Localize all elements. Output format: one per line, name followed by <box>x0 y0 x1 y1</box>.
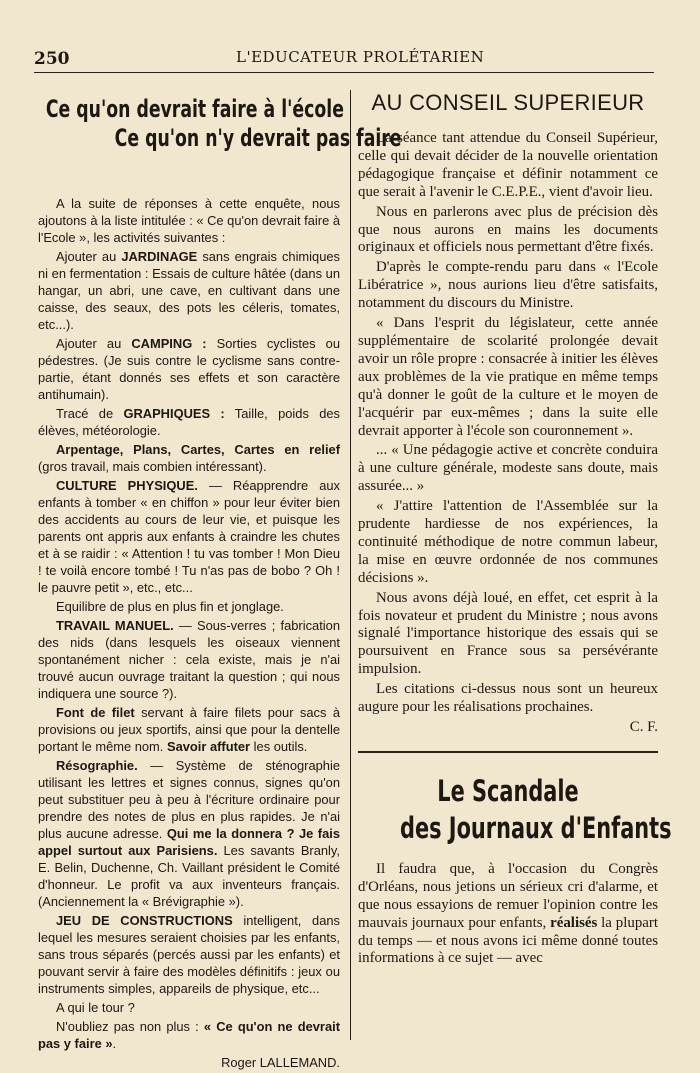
article-separator <box>358 751 658 753</box>
arpentage-keyword: Arpentage, Plans, Cartes, Cartes en relief <box>56 442 340 457</box>
oubliez-keyword: « Ce qu'on ne devrait pas y faire » <box>38 1019 340 1051</box>
conseil-initials-line <box>358 719 658 737</box>
resographie-text-2: Les savants Branly, E. Belin, Duchenne, Ch. Vaillant président le Comité d'honneur. Le profit va aux inventeurs français. (Anciennement la « Brévigraphie »). <box>38 843 340 909</box>
left-title-line2: Ce qu'on n'y devrait pas faire <box>114 124 402 152</box>
left-title-line1: Ce qu'on devrait faire à l'école <box>45 95 344 123</box>
culture-paragraph <box>38 477 340 596</box>
scandale-text-b: la plupart du temps — et nous avons ici même donné toutes informations à ce sujet — avec <box>358 914 658 967</box>
oubliez-paragraph <box>38 1018 340 1052</box>
conseil-paragraph-4: « Dans l'esprit du législateur, cette année supplémentaire de scolarité prolongée devait avoir un rôle propre : consacrée à initier les élèves aux problèmes de la vie pratique en même temps qu'à donner le goût de la culture et le moyen de l'acquérir par eux-mêmes ; dans la suite elle devrait apporter à l'école son couronnement ». <box>358 315 658 439</box>
resographie-keyword: Résographie. <box>56 758 138 773</box>
camping-keyword: CAMPING : <box>131 336 207 351</box>
left-column <box>38 95 402 1073</box>
running-head: L'EDUCATEUR PROLÉTARIEN <box>236 48 485 66</box>
conseil-initials: C. F. <box>629 719 658 735</box>
culture-text: — Réapprendre aux enfants à tomber « en chiffon » pour leur éviter bien des accidents au cours de leur vie, et puisque les parents ont appris aux enfants à craindre les chutes et à se raidir : « Attention ! tu vas tomber ! Mon Dieu ! te voilà encore tombé ! Tu n'as pas de bobo ? Oh ! le pauvre petit », etc., etc... <box>38 478 340 595</box>
camping-prefix: Ajouter au <box>56 336 132 351</box>
travail-keyword: TRAVAIL MANUEL. <box>56 618 174 633</box>
filet-paragraph <box>38 704 340 755</box>
equilibre-paragraph: Equilibre de plus en plus fin et jonglage. <box>56 599 284 614</box>
jardinage-text: sans engrais chimiques ni en fermentation : Essais de culture hâtée (dans un hangar, un abri, une cave, en cultivant dans une caisse, des seaux, des pots les céleris, tomates, etc...). <box>38 249 340 332</box>
graphiques-text: Taille, poids des élèves, météorologie. <box>38 406 340 438</box>
intro-paragraph: A la suite de réponses à cette enquête, nous ajoutons à la liste intitulée : « Ce qu'on devrait faire à l'Ecole », les activités suivantes : <box>38 196 340 245</box>
resographie-text: — Système de sténographie utilisant les lettres et signes connus, signes qu'on peut substituer peu à peu à l'écriture ordinaire pour prendre des notes de plus en plus rapides. Je n'ai plus aucune adresse. <box>38 758 340 841</box>
jeu-paragraph <box>38 912 340 997</box>
conseil-title-text: AU CONSEIL SUPERIEUR <box>371 90 645 115</box>
left-article-title <box>38 95 402 153</box>
culture-keyword: CULTURE PHYSIQUE. <box>56 478 198 493</box>
filet-keyword: Font de filet <box>56 705 135 720</box>
resographie-paragraph <box>38 757 340 910</box>
jeu-keyword: JEU DE CONSTRUCTIONS <box>56 913 233 928</box>
conseil-paragraph-1: La séance tant attendue du Conseil Supérieur, celle qui devait décider de la nouvelle orientation pédagogique française et définir notamment ce que serait à l'avenir le C.E.P.E., vient d'avoir lieu. <box>358 130 658 200</box>
graphiques-keyword: GRAPHIQUES : <box>123 406 225 421</box>
travail-text: — Sous-verres ; fabrication des nids (dans lesquels les oiseaux viennent spontanément nicher : cela existe, mais je n'ai trouvé aucun ouvrage traitant la question ; qui nous indiquera une source ?). <box>38 618 340 701</box>
conseil-paragraph-2: Nous en parlerons avec plus de précision dès que nous aurons en mains les documents originaux et officiels nous permettant d'être fixés. <box>358 203 658 256</box>
header-rule <box>34 72 654 73</box>
graphiques-paragraph <box>38 405 340 439</box>
graphiques-prefix: Tracé de <box>56 406 124 421</box>
arpentage-text: (gros travail, mais combien intéressant). <box>38 459 267 474</box>
author-signature: Roger LALLEMAND. <box>221 1055 340 1070</box>
jardinage-prefix: Ajouter au <box>56 249 122 264</box>
filet-text: servant à faire filets pour sacs à provisions ou jeux sportifs, ainsi que pour la dentelle portant le même nom. <box>38 705 340 754</box>
tour-paragraph: A qui le tour ? <box>56 1000 135 1015</box>
right-column <box>358 90 672 970</box>
filet-text-2: les outils. <box>250 739 308 754</box>
scandale-text-a: Il faudra que, à l'occasion du Congrès d'Orléans, nous jetions un sérieux cri d'alarme, et que nous essayions de remuer l'opinion contre les mauvais journaux pour enfants, <box>358 860 658 931</box>
travail-paragraph <box>38 617 340 702</box>
conseil-paragraph-3: D'après le compte-rendu paru dans « l'Ecole Libératrice », nous aurions lieu d'être satisfaits, notamment du discours du Ministre. <box>358 259 658 312</box>
conseil-paragraph-5: ... « Une pédagogie active et concrète conduira à une culture générale, modeste sans doute, mais assurée... » <box>358 442 658 495</box>
conseil-paragraph-8: Les citations ci-dessus nous sont un heureux augure pour les réalisations prochaines. <box>358 681 658 716</box>
oubliez-prefix: N'oubliez pas non plus : <box>56 1019 204 1034</box>
column-divider <box>350 90 351 1040</box>
page-number: 250 <box>34 49 70 69</box>
arpentage-paragraph <box>38 441 340 475</box>
jardinage-keyword: JARDINAGE <box>121 249 198 264</box>
camping-paragraph <box>38 335 340 403</box>
filet-keyword-2: Savoir affuter <box>166 739 251 754</box>
oubliez-suffix: . <box>112 1036 117 1051</box>
scandale-keyword: réalisés <box>550 914 598 931</box>
camping-text: Sorties cyclistes ou pédestres. (Je suis contre le cyclisme sans contre-partie, étant donnés ses effets et son caractère antihumain). <box>38 336 340 402</box>
jardinage-paragraph <box>38 248 340 333</box>
scandale-paragraph-1 <box>358 861 658 968</box>
jeu-text: intelligent, dans lequel les mesures seraient choisies par les enfants, sans trous séparés (percés aussi par les enfants) et pouvant servir à faire des modèles définitifs : jeux ou instruments simples, appareils de physique, etc... <box>38 913 340 996</box>
conseil-paragraph-7: Nous avons déjà loué, en effet, cet esprit à la fois novateur et prudent du Ministre ; nous avons signalé l'importance historique des essais qui se poursuivent en France sous sa persévérante impulsion. <box>358 589 658 678</box>
scandale-title-line2: des Journaux d'Enfants <box>400 810 672 845</box>
resographie-keyword-2: Qui me la donnera ? Je fais appel surtout aux Parisiens. <box>38 826 340 858</box>
scandale-title-line1: Le Scandale <box>437 773 579 808</box>
scandale-title <box>358 773 672 847</box>
conseil-title <box>358 90 658 116</box>
conseil-paragraph-6: « J'attire l'attention de l'Assemblée sur la prudente hardiesse de nos expériences, la continuité méthodique de notre commun labeur, la mise en œuvre ordonnée de nos communes décisions ». <box>358 498 658 586</box>
